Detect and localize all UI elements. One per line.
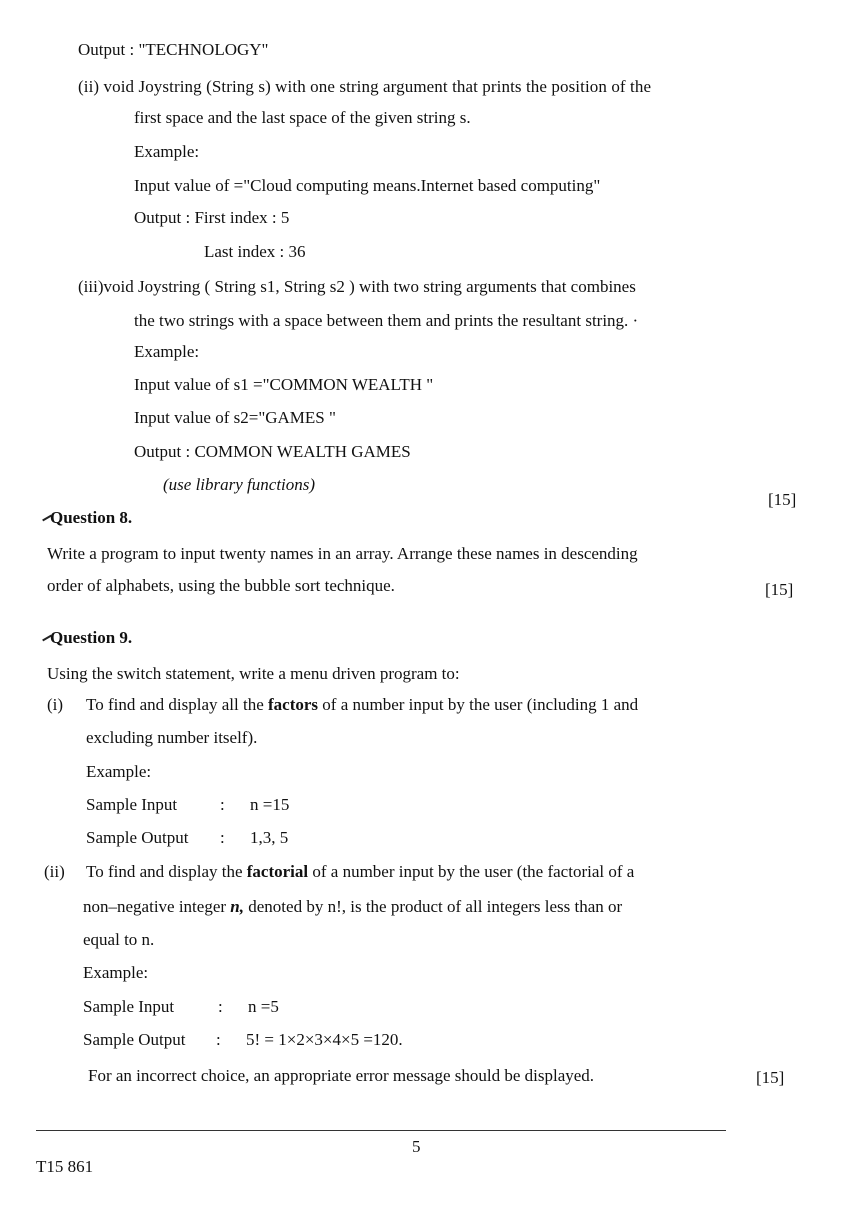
part-iii-input-s1: Input value of s1 ="COMMON WEALTH " [134, 375, 434, 394]
q9-part-i-sample-input-value: n =15 [250, 795, 290, 814]
footer-divider [36, 1130, 726, 1131]
part-iii-line1: (iii)void Joystring ( String s1, String s2 ) with two string arguments that combines [78, 277, 636, 296]
part-iii-marks: [15] [768, 490, 797, 509]
part-iii-line2: the two strings with a space between them and prints the resultant string. · [134, 311, 639, 330]
output-technology: Output : "TECHNOLOGY" [78, 40, 269, 59]
q9-part-ii-line2: non–negative integer n, denoted by n!, is the product of all integers less than or [83, 897, 623, 916]
paper-code: T15 861 [36, 1157, 94, 1176]
part-ii-line1: (ii) void Joystring (String s) with one string argument that prints the position of the [78, 77, 652, 96]
q9-part-ii-line3: equal to n. [83, 930, 155, 949]
q9-part-ii-sample-input-colon: : [218, 997, 223, 1016]
question-9-heading: Question 9. [50, 628, 133, 647]
question-9-intro: Using the switch statement, write a menu driven program to: [47, 664, 460, 683]
part-ii-input: Input value of ="Cloud computing means.Internet based computing" [134, 176, 601, 195]
q9-part-ii-line1: To find and display the factorial of a number input by the user (the factorial of a [86, 862, 635, 881]
q9-part-i-line2: excluding number itself). [86, 728, 258, 747]
q9-part-ii-sample-output-colon: : [216, 1030, 221, 1049]
question-8-line1: Write a program to input twenty names in an array. Arrange these names in descending [47, 544, 638, 563]
part-iii-example-label: Example: [134, 342, 200, 361]
question-8-heading: Question 8. [50, 508, 133, 527]
part-iii-input-s2: Input value of s2="GAMES " [134, 408, 336, 427]
part-iii-output: Output : COMMON WEALTH GAMES [134, 442, 411, 461]
part-ii-last-index: Last index : 36 [204, 242, 306, 261]
q9-part-i-example-label: Example: [86, 762, 152, 781]
q9-part-i-line1: To find and display all the factors of a number input by the user (including 1 and [86, 695, 639, 714]
q9-part-ii-sample-output-label: Sample Output [83, 1030, 186, 1049]
part-ii-output: Output : First index : 5 [134, 208, 290, 227]
question-8-line2: order of alphabets, using the bubble sort technique. [47, 576, 395, 595]
q9-part-ii-sample-input-value: n =5 [248, 997, 279, 1016]
q9-part-i-sample-input-colon: : [220, 795, 225, 814]
page-number: 5 [412, 1137, 421, 1156]
question-8-marks: [15] [765, 580, 794, 599]
q9-part-i-sample-output-colon: : [220, 828, 225, 847]
part-ii-example-label: Example: [134, 142, 200, 161]
q9-footer-note: For an incorrect choice, an appropriate error message should be displayed. [88, 1066, 595, 1085]
q9-part-i-sample-output-value: 1,3, 5 [250, 828, 289, 847]
q9-part-ii-example-label: Example: [83, 963, 149, 982]
part-ii-line2: first space and the last space of the given string s. [134, 108, 471, 127]
q9-part-ii-sample-input-label: Sample Input [83, 997, 175, 1016]
q9-part-ii-number: (ii) [44, 862, 65, 881]
q9-part-i-number: (i) [47, 695, 64, 714]
q9-part-ii-sample-output-value: 5! = 1×2×3×4×5 =120. [246, 1030, 403, 1049]
library-functions-note: (use library functions) [163, 475, 316, 494]
question-9-marks: [15] [756, 1068, 785, 1087]
q9-part-i-sample-input-label: Sample Input [86, 795, 178, 814]
q9-part-i-sample-output-label: Sample Output [86, 828, 189, 847]
